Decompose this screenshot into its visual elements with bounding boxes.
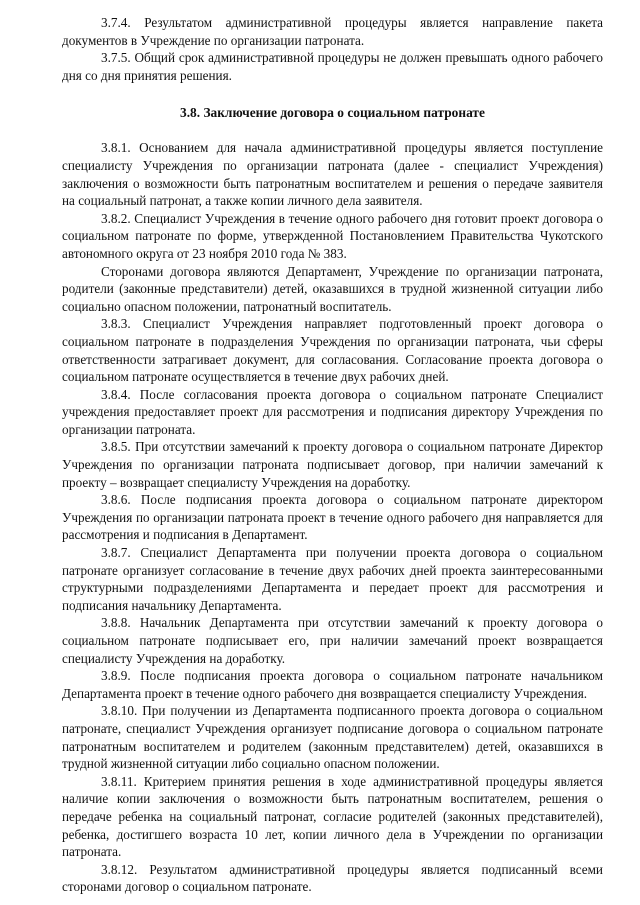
paragraph-3-8-12: 3.8.12. Результатом административной процедуры является подписанный всеми сторонами договор о социальном патронате. [62,861,603,895]
paragraph-3-7-4: 3.7.4. Результатом административной процедуры является направление пакета документов в Учреждение по организации патроната. [62,15,603,48]
paragraph-3-8-9: 3.8.9. После подписания проекта договора о социальном патронате начальником Департамента проект в течение одного рабочего дня возвращается специалисту Учреждения. [62,668,603,701]
document-page [62,14,603,896]
paragraph-3-8-8: 3.8.8. Начальник Департамента при отсутствии замечаний к проекту договора о социальном патронате подписывает его, при наличии замечаний проект возвращается специалисту Учреждения на доработку. [62,615,603,666]
paragraph-3-8-4: 3.8.4. После согласования проекта договора о социальном патронате Специалист учреждения предоставляет проект для рассмотрения и подписания директору Учреждения по организации патроната. [62,386,603,437]
paragraph-3-8-11: 3.8.11. Критерием принятия решения в ходе административной процедуры является наличие копии заключения о возможности быть патронатным воспитателем, решения о передаче ребенка на социальный патронат, согласие родителей (законных представителей), ребенка, достигшего возраста 10 лет, копии личного дела в Учреждении по организации патроната. [62,773,603,860]
paragraph-3-8-1: 3.8.1. Основанием для начала административной процедуры является поступление специалисту Учреждения по организации патроната (далее - специалист Учреждения) заключения о возможности быть патронатным воспитателем и решения о передаче заявителя на социальный патронат, а также копии личного дела заявителя. [62,140,603,209]
paragraph-3-8-7: 3.8.7. Специалист Департамента при получении проекта договора о социальном патронате организует согласование в течение двух рабочих дней проекта заинтересованными структурными подразделениями Департамента и передает проект для рассмотрения и подписания начальнику Департамента. [62,545,603,613]
paragraph-3-8-3: 3.8.3. Специалист Учреждения направляет подготовленный проект договора о социальном патронате в подразделения Учреждения по организации патроната, чьи сферы ответственности затрагивает документ, для согласования. Согласование проекта договора о социальном патронате осуществляется в течение двух рабочих дней. [62,316,603,385]
paragraph-contract-parties: Сторонами договора являются Департамент, Учреждение по организации патроната, родители (законные представители) детей, оказавшихся в трудной жизненной ситуации либо социально опасном положении, патронатный воспитатель. [62,263,603,314]
paragraph-3-8-2: 3.8.2. Специалист Учреждения в течение одного рабочего дня готовит проект договора о социальном патронате по форме, утвержденной Постановлением Правительства Чукотского автономного округа от 23 ноября 2010 года № 383. [62,210,603,261]
section-heading-3-8: 3.8. Заключение договора о социальном патронате [180,105,485,121]
paragraph-3-8-5: 3.8.5. При отсутствии замечаний к проекту договора о социальном патронате Директор Учреждения по организации патроната подписывает договор, при наличии замечаний к проекту – возвращает специалисту Учреждения на доработку. [62,439,603,490]
paragraph-3-8-6: 3.8.6. После подписания проекта договора о социальном патронате директором Учреждения по организации патроната проект в течение одного рабочего дня направляется для рассмотрения и подписания в Департамент. [62,492,603,543]
paragraph-3-8-10: 3.8.10. При получении из Департамента подписанного проекта договора о социальном патронате, специалист Учреждения организует подписание договора о социальном патронате патронатным воспитателем и родителем (законным представителем) детей, оказавшихся в трудной жизненной ситуации либо социально опасном положении. [62,703,603,772]
paragraph-3-7-5: 3.7.5. Общий срок административной процедуры не должен превышать одного рабочего дня со дня принятия решения. [62,50,603,83]
